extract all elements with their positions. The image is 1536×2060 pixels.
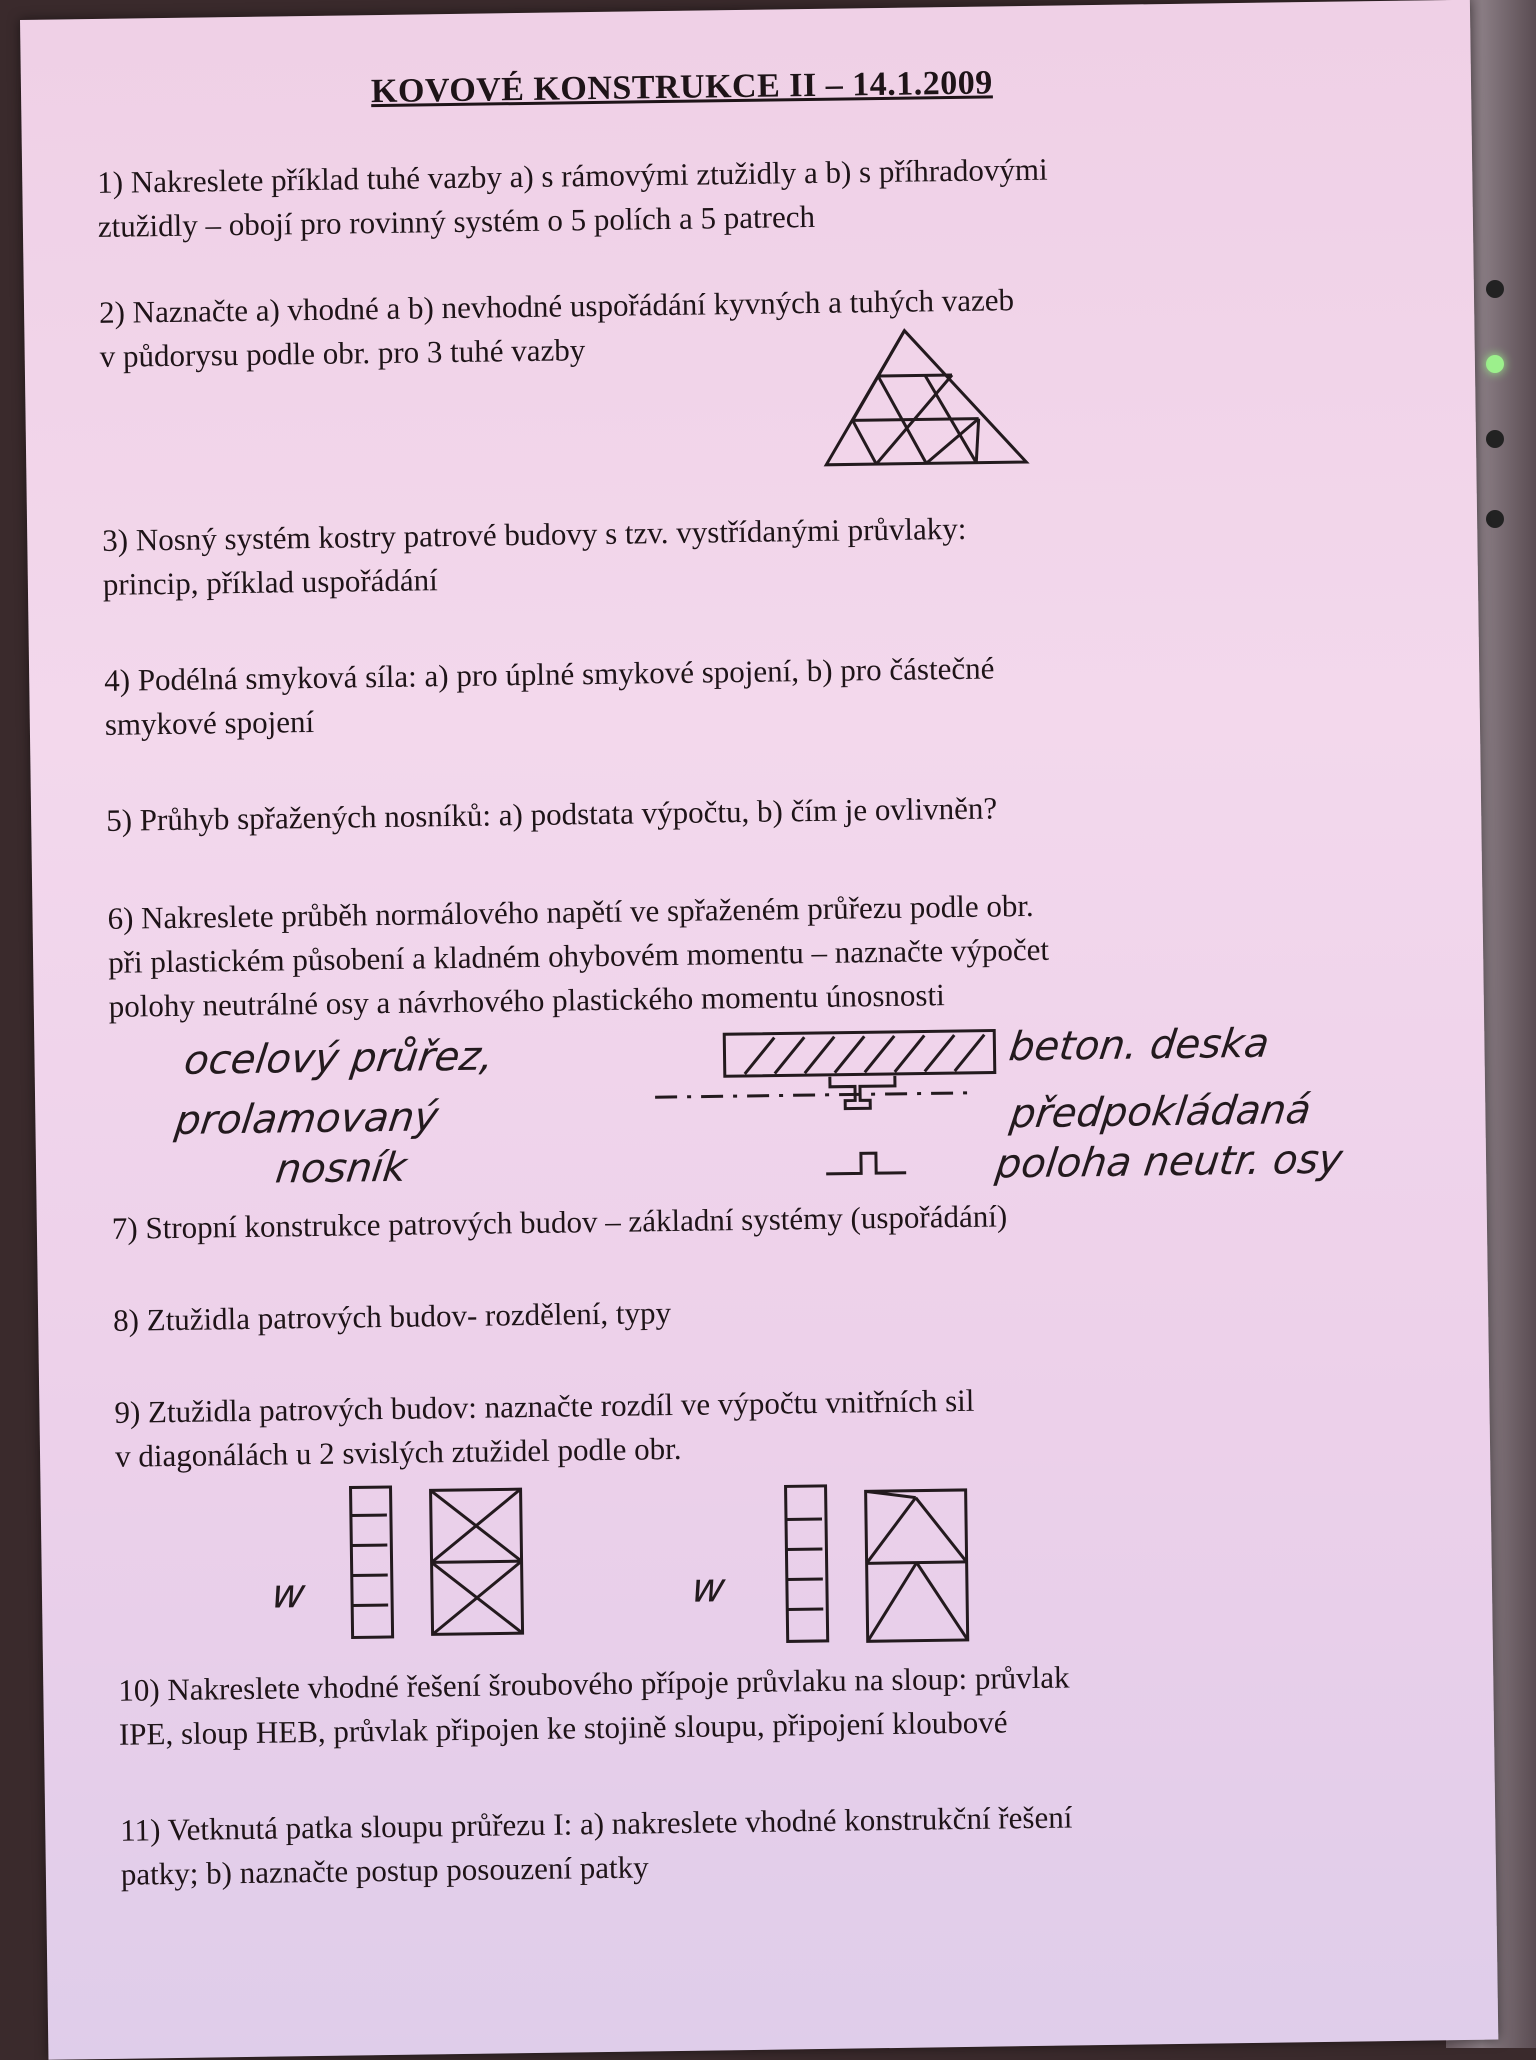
- handwritten-note: poloha neutr. osy: [993, 1136, 1346, 1188]
- question-line: princip, příklad uspořádání: [102, 562, 438, 602]
- handwritten-note: předpokládaná: [1007, 1087, 1314, 1138]
- question-line: 10) Nakreslete vhodné řešení šroubového přípoje průvlaku na sloup: průvlak: [118, 1659, 1070, 1708]
- status-led: [1486, 355, 1504, 373]
- question-line: 2) Naznačte a) vhodné a b) nevhodné uspořádání kyvných a tuhých vazeb: [98, 282, 1015, 330]
- exam-sheet: [20, 0, 1498, 2060]
- question-line: při plastickém působení a kladném ohybovém momentu – naznačte výpočet: [107, 931, 1050, 980]
- device-button: [1486, 280, 1504, 298]
- question-line: 4) Podélná smyková síla: a) pro úplné smykové spojení, b) pro částečné: [103, 650, 995, 698]
- bracing-k-figure: [776, 1482, 998, 1655]
- device-button: [1486, 430, 1504, 448]
- wind-load-label: w: [269, 1571, 308, 1618]
- triangle-grid-figure: [804, 324, 1036, 477]
- question-line: smykové spojení: [104, 703, 315, 742]
- question-line: 6) Nakreslete průběh normálového napětí ve spřaženém průřezu podle obr.: [107, 887, 1034, 936]
- composite-section-figure: [654, 1026, 1016, 1191]
- question-2: [99, 272, 1420, 378]
- question-line: 3) Nosný systém kostry patrové budovy s tzv. vystřídanými průvlaky:: [102, 510, 967, 558]
- device-button: [1486, 510, 1504, 528]
- question-line: 9) Ztužidla patrových budov: naznačte rozdíl ve výpočtu vnitřních sil: [114, 1382, 975, 1430]
- wind-load-label: w: [689, 1565, 728, 1612]
- bracing-x-figure: [340, 1483, 562, 1646]
- question-line: v půdorysu podle obr. pro 3 tuhé vazby: [99, 332, 586, 374]
- handwritten-note: beton. deska: [1006, 1020, 1272, 1071]
- question-1: [97, 143, 1418, 249]
- question-6: [107, 878, 1429, 1028]
- question-line: polohy neutrálné osy a návrhového plastického momentu únosnosti: [108, 977, 945, 1024]
- question-5: [106, 780, 1426, 842]
- question-10: [118, 1650, 1439, 1756]
- handwritten-note: ocelový průřez,: [181, 1033, 497, 1084]
- question-line: ztužidly – obojí pro rovinný systém o 5 polích a 5 patrech: [97, 198, 816, 244]
- question-line: 1) Nakreslete příklad tuhé vazby a) s rámovými ztužidly a b) s příhradovými: [97, 151, 1048, 200]
- question-line: 5) Průhyb spřažených nosníků: a) podstata výpočtu, b) čím je ovlivněn?: [105, 790, 998, 838]
- question-line: 8) Ztužidla patrových budov- rozdělení, typy: [112, 1295, 672, 1338]
- question-11: [120, 1790, 1441, 1896]
- question-9: [114, 1372, 1435, 1478]
- question-8: [113, 1280, 1433, 1342]
- question-4: [104, 640, 1425, 746]
- question-line: IPE, sloup HEB, průvlak připojen ke stojině sloupu, připojení kloubové: [118, 1704, 1008, 1752]
- question-line: 7) Stropní konstrukce patrových budov – základní systémy (uspořádání): [111, 1198, 1008, 1246]
- page-title: KOVOVÉ KONSTRUKCE II – 14.1.2009: [370, 64, 993, 111]
- question-3: [102, 500, 1423, 606]
- question-line: v diagonálách u 2 svislých ztužidel podle obr.: [114, 1430, 682, 1474]
- question-line: patky; b) naznačte postup posouzení patky: [120, 1849, 649, 1892]
- question-line: 11) Vetknutá patka sloupu průřezu I: a) nakreslete vhodné konstrukční řešení: [120, 1799, 1073, 1848]
- handwritten-note: nosník: [273, 1144, 410, 1193]
- question-7: [112, 1188, 1432, 1250]
- handwritten-note: prolamovaný: [172, 1094, 441, 1144]
